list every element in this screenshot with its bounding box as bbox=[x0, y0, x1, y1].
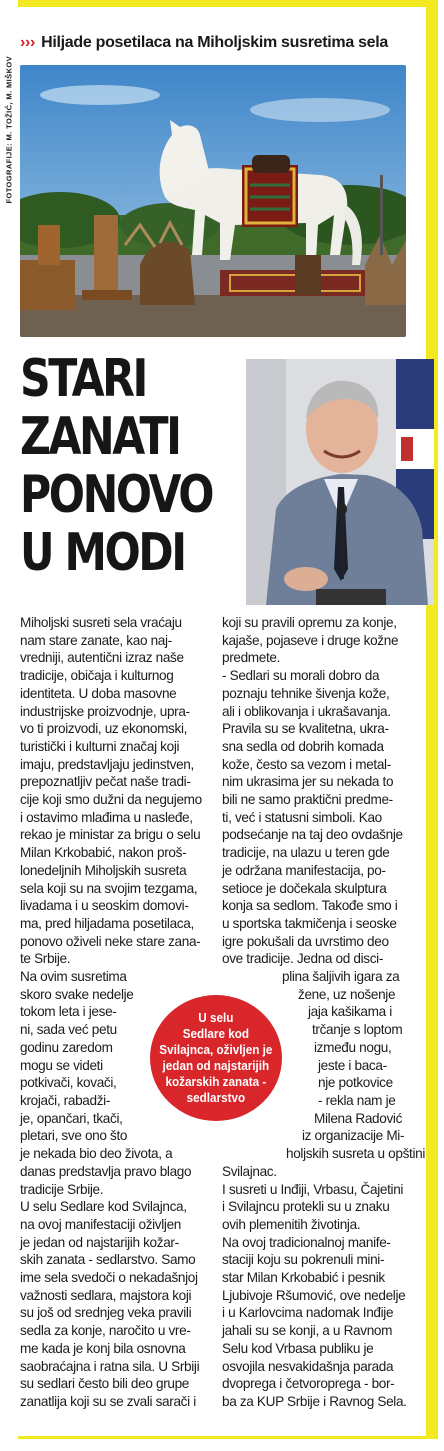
headline-line: STARI bbox=[20, 349, 146, 409]
article-line: sedla za konje, naročito u vre- bbox=[20, 1323, 191, 1339]
article-line: cije koji smo dužni da negujemo bbox=[20, 792, 202, 808]
headline-line: ZANATI bbox=[20, 407, 180, 467]
article-line: igre pokušali da uvrstimo deo bbox=[222, 933, 389, 949]
article-line: Na ovoj tradicionalnoj manife- bbox=[222, 1234, 391, 1250]
article-line: su još od srednjeg veka pravili bbox=[20, 1305, 192, 1321]
article-line: - rekla nam je bbox=[318, 1092, 396, 1108]
article-line: jeste i baca- bbox=[318, 1057, 387, 1073]
article-line: turistički i kulturni značaj koji bbox=[20, 738, 180, 754]
horse-sculpture-photo bbox=[20, 65, 406, 337]
callout-bubble bbox=[150, 995, 282, 1121]
article-line: kajaše, pojaseve i druge kožne bbox=[222, 632, 399, 648]
article-line: sna sedla od dobrih komada bbox=[222, 738, 384, 754]
yellow-frame-top bbox=[18, 0, 436, 7]
article-line: skih zanata - sedlarstvo. Samo bbox=[20, 1252, 196, 1268]
article-line: potkivači, kovači, bbox=[20, 1075, 117, 1091]
callout-line: jedan od najstarijih bbox=[162, 1058, 270, 1073]
article-line: ma, pred hiljadama posetilaca, bbox=[20, 915, 194, 931]
article-line: setioce je dočekala skulptura bbox=[222, 880, 387, 896]
article-line: Selu kod Vrbasa publiku je bbox=[222, 1340, 374, 1356]
article-line: Miholjski susreti sela vraćaju bbox=[20, 615, 182, 630]
callout-line: U selu bbox=[198, 1010, 234, 1025]
article-line: i Svilajncu protekli su u znaku bbox=[222, 1199, 390, 1215]
article-line: osvojila nesvakidašnja parada bbox=[222, 1358, 394, 1374]
article-line: Pravila su se kvalitetna, ukra- bbox=[222, 721, 389, 737]
article-line: je nekada bio deo života, a bbox=[20, 1146, 173, 1162]
article-line: sela koji su na svojim tezgama, bbox=[20, 880, 198, 896]
photo-credit: FOTOGRAFIJE: M. TOŽIĆ, M. MIŠKOV bbox=[4, 55, 14, 204]
article-line: tradicije, običaja i kulturnog bbox=[20, 668, 174, 684]
article-line: star Milan Krkobabić i pesnik bbox=[222, 1270, 385, 1286]
headline-line: PONOVO bbox=[20, 465, 213, 525]
yellow-frame-right bbox=[426, 0, 438, 1436]
article-line: na ovoj manifestaciji oživljen bbox=[20, 1216, 182, 1232]
article-line: ti, već i statusni simboli. Kao bbox=[222, 809, 382, 825]
article-line: me kada je konj bila osnovna bbox=[20, 1340, 186, 1356]
kicker-text: Hiljade posetilaca na Miholjskim susretima sela bbox=[41, 34, 389, 51]
article-line: rekao je ministar za brigu o selu bbox=[20, 827, 201, 843]
article-line: predmete. bbox=[222, 650, 281, 666]
article-line: krojači, rabadži- bbox=[20, 1092, 110, 1108]
article-line: podsećanje na taj deo ovdašnje bbox=[222, 827, 403, 843]
article-line: industrijske proizvodnje, upra- bbox=[20, 703, 190, 719]
article-line: staciji koju su pokrenuli mini- bbox=[222, 1252, 385, 1268]
article-line: je jedan od najstarijih kožar- bbox=[20, 1234, 179, 1250]
article-line: nim ukrasima jer su nekada to bbox=[222, 774, 394, 790]
article-line: prepoznatljiv pečat naše tradi- bbox=[20, 774, 191, 790]
article-line: plina šaljivih igara za bbox=[282, 969, 400, 985]
article-line: ali i oblikovanja i ukrašavanja. bbox=[222, 703, 391, 719]
article-line: skoro svake nedelje bbox=[20, 986, 134, 1002]
article-line: te Srbije. bbox=[20, 951, 71, 967]
article-line: tradicije Srbije. bbox=[20, 1181, 104, 1197]
article-line: ove tradicije. Jedna od disci- bbox=[222, 951, 384, 967]
article-line: je održana manifestacija, po- bbox=[222, 862, 386, 878]
headline-line: U MODI bbox=[20, 523, 185, 583]
kicker bbox=[20, 29, 420, 57]
article-line: mogu se videti bbox=[20, 1057, 103, 1073]
article-line: godinu zaredom bbox=[20, 1039, 113, 1055]
callout-text bbox=[159, 1010, 272, 1106]
article-line: pletari, sve ono što bbox=[20, 1128, 128, 1144]
article-line: trčanje s loptom bbox=[312, 1022, 403, 1038]
article-line: konja sa sedlom. Takođe smo i bbox=[222, 898, 398, 914]
article-line: i u Karlovcima nadomak Inđije bbox=[222, 1305, 394, 1321]
article-line: su sedlari često bili deo grupe bbox=[20, 1376, 189, 1392]
article-line: vredniji, autentični izraz naše bbox=[20, 650, 184, 666]
callout-line: kožarskih zanata - bbox=[165, 1074, 267, 1089]
article-line: Milena Radović bbox=[314, 1110, 403, 1126]
article-line: ba za KUP Srbije i Ravnog Sela. bbox=[222, 1393, 407, 1409]
article-line: identiteta. U doba masovne bbox=[20, 685, 177, 701]
article-line: ni, sada već petu bbox=[20, 1022, 117, 1038]
callout-line: sedlarstvo bbox=[186, 1090, 246, 1105]
article-line: ime sela svedoči o nekadašnjoj bbox=[20, 1270, 198, 1286]
article-line: Ljubivoje Ršumović, ove nedelje bbox=[222, 1287, 406, 1303]
minister-portrait bbox=[246, 359, 434, 605]
article-line: bili ne samo praktični predme- bbox=[222, 792, 393, 808]
article-line: imaju, predstavljaju jedinstven, bbox=[20, 756, 194, 772]
article-line: lonedeljnih Miholjskih susreta bbox=[20, 862, 187, 878]
main-photo bbox=[20, 65, 406, 337]
article-line: I susreti u Inđiji, Vrbasu, Čajetini bbox=[222, 1181, 404, 1197]
article-line: livadama i u seoskim domovi- bbox=[20, 898, 189, 914]
article-line: u sportska takmičenja i seoske bbox=[222, 915, 397, 931]
article-line: je, opančari, tkači, bbox=[20, 1110, 123, 1126]
article-line: i ostavimo mlađima u nasleđe, bbox=[20, 809, 193, 825]
article-line: Milan Krkobabić, nakon proš- bbox=[20, 845, 187, 861]
person-photo bbox=[246, 359, 434, 605]
article-line: ponovo oživeli neke stare zana- bbox=[20, 933, 201, 949]
article-line: - Sedlari su morali dobro da bbox=[222, 668, 380, 684]
article-line: saobraćajna i ratna sila. U Srbiji bbox=[20, 1358, 200, 1374]
article-line: nje potkovice bbox=[318, 1075, 393, 1091]
article-line: jaja kašikama i bbox=[308, 1004, 392, 1020]
article-line: holjskih susreta u opštini bbox=[286, 1146, 425, 1162]
article-line: tradicije, na ulazu u teren gde bbox=[222, 845, 390, 861]
callout-line: Svilajnca, oživljen je bbox=[159, 1042, 273, 1057]
article-line: koji su pravili opremu za konje, bbox=[222, 615, 397, 630]
article-line: ovih plemenitih životinja. bbox=[222, 1216, 361, 1232]
article-line: nam stare zanate, kao naj- bbox=[20, 632, 172, 648]
article-line: zanatlija koji su se zvali sarači i bbox=[20, 1393, 196, 1409]
headline bbox=[20, 349, 213, 583]
article-line: iz organizacije Mi- bbox=[302, 1128, 405, 1144]
yellow-frame-bottom bbox=[18, 1436, 438, 1439]
article-line: jahali su se konji, a u Ravnom bbox=[222, 1323, 393, 1339]
callout-line: Sedlare kod bbox=[182, 1026, 250, 1041]
article-line: vo ti proizvodi, uz ekonomski, bbox=[20, 721, 188, 737]
article-line: Svilajnac. bbox=[222, 1163, 277, 1179]
article-line: dvoprega i četvoroprega - bor- bbox=[222, 1376, 395, 1392]
article-line: tokom leta i jese- bbox=[20, 1004, 117, 1020]
article-line: kože, često sa vezom i metal- bbox=[222, 756, 391, 772]
article-line: važnosti sedlara, majstora koji bbox=[20, 1287, 192, 1303]
article-line: danas predstavlja pravo blago bbox=[20, 1163, 192, 1179]
kicker-arrows-icon: ››› bbox=[20, 34, 36, 51]
article-line: Na ovim susretima bbox=[20, 969, 127, 985]
article-line: žene, uz nošenje bbox=[298, 986, 396, 1002]
article-line: U selu Sedlare kod Svilajnca, bbox=[20, 1199, 187, 1215]
article-line: poznaju tehnike šivenja kože, bbox=[222, 685, 390, 701]
article-line: između nogu, bbox=[314, 1039, 392, 1055]
